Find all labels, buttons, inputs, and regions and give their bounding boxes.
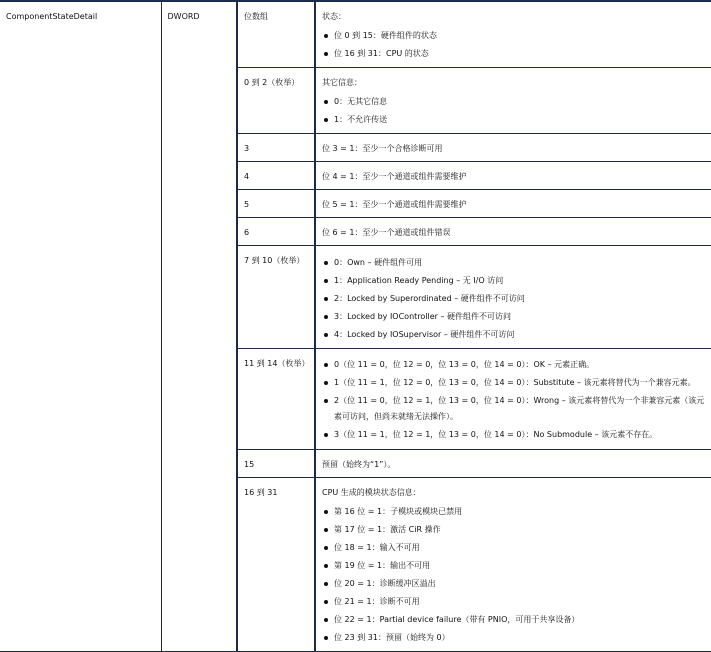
list-item bbox=[322, 45, 705, 63]
bits-label: 4 bbox=[244, 172, 250, 181]
bits-cell bbox=[237, 478, 315, 652]
bullet-icon bbox=[324, 600, 328, 604]
bits-label: 7 到 10（枚举） bbox=[244, 256, 305, 265]
data-type: DWORD bbox=[167, 12, 200, 21]
list-item bbox=[322, 521, 705, 539]
list-item bbox=[322, 326, 705, 344]
bullet-icon bbox=[324, 261, 328, 265]
list-item bbox=[322, 111, 705, 129]
bits-cell bbox=[237, 190, 315, 218]
list-item-text: 1（位 11 = 1，位 12 = 0，位 13 = 0，位 14 = 0）：Substitute – 该元素将替代为一个兼容元素。 bbox=[334, 378, 696, 387]
bits-cell bbox=[237, 1, 315, 68]
list-item bbox=[322, 27, 705, 45]
description-cell bbox=[315, 1, 711, 68]
description-text: 状态： bbox=[322, 12, 346, 21]
list-item bbox=[322, 575, 705, 593]
list-item-text: 3：Locked by IOController – 硬件组件不可访问 bbox=[334, 312, 512, 321]
list-item-text: 位 20 = 1：诊断缓冲区溢出 bbox=[334, 579, 436, 588]
list-item-text: 1：Application Ready Pending – 无 I/O 访问 bbox=[334, 276, 504, 285]
bits-label: 3 bbox=[244, 144, 250, 153]
description-cell bbox=[315, 134, 711, 162]
list-item-text: 2（位 11 = 0，位 12 = 1，位 13 = 0，位 14 = 0）：Wrong – 该元素将替代为一个非兼容元素（该元素可访问，但尚未就绪无法操作）。 bbox=[334, 396, 705, 421]
list-item bbox=[322, 427, 705, 443]
list-item-text: 位 21 = 1：诊断不可用 bbox=[334, 597, 420, 606]
list-item-text: 1：不允许传送 bbox=[334, 115, 388, 124]
bits-cell bbox=[237, 450, 315, 478]
list-item-text: 第 16 位 = 1：子模块或模块已禁用 bbox=[334, 507, 463, 516]
list-item bbox=[322, 272, 705, 290]
data-type-cell bbox=[161, 1, 237, 652]
list-item-text: 0：无其它信息 bbox=[334, 97, 388, 106]
bullet-icon bbox=[324, 297, 328, 301]
bullet-icon bbox=[324, 618, 328, 622]
list-item bbox=[322, 557, 705, 575]
bullet-icon bbox=[324, 381, 328, 385]
table-row bbox=[0, 1, 711, 68]
bits-label: 位数组 bbox=[244, 12, 268, 21]
list-item bbox=[322, 393, 705, 425]
bullet-icon bbox=[324, 100, 328, 104]
list-item-text: 0：Own – 硬件组件可用 bbox=[334, 258, 423, 267]
list-item-text: 第 17 位 = 1：激活 CiR 操作 bbox=[334, 525, 441, 534]
bits-label: 5 bbox=[244, 200, 250, 209]
bits-cell bbox=[237, 349, 315, 450]
bits-cell bbox=[237, 218, 315, 246]
list-item bbox=[322, 593, 705, 611]
description-text: 预留（始终为“1”）。 bbox=[322, 460, 396, 469]
list-item bbox=[322, 93, 705, 111]
bullet-icon bbox=[324, 52, 328, 56]
bits-label: 0 到 2（枚举） bbox=[244, 78, 300, 87]
bullet-icon bbox=[324, 399, 328, 403]
list-item-text: 2：Locked by Superordinated – 硬件组件不可访问 bbox=[334, 294, 525, 303]
description-cell bbox=[315, 68, 711, 134]
bullet-list bbox=[322, 93, 705, 129]
bullet-icon bbox=[324, 546, 328, 550]
list-item bbox=[322, 254, 705, 272]
description-cell bbox=[315, 450, 711, 478]
list-item bbox=[322, 629, 705, 647]
list-item-text: 位 0 到 15：硬件组件的状态 bbox=[334, 31, 437, 40]
description-cell bbox=[315, 190, 711, 218]
table-body bbox=[0, 1, 711, 652]
list-item-text: 位 22 = 1：Partial device failure（带有 PNIO，可用于共享设备） bbox=[334, 615, 580, 624]
bullet-list bbox=[322, 27, 705, 63]
bullet-icon bbox=[324, 363, 328, 367]
list-item bbox=[322, 308, 705, 326]
bullet-list bbox=[322, 503, 705, 647]
list-item-text: 位 18 = 1：输入不可用 bbox=[334, 543, 420, 552]
bits-cell bbox=[237, 162, 315, 190]
bullet-icon bbox=[324, 528, 328, 532]
list-item bbox=[322, 290, 705, 308]
bits-label: 11 到 14（枚举） bbox=[244, 359, 310, 368]
description-text: 位 6 = 1：至少一个通道或组件错误 bbox=[322, 228, 451, 237]
bullet-icon bbox=[324, 510, 328, 514]
bits-cell bbox=[237, 246, 315, 349]
bullet-icon bbox=[324, 636, 328, 640]
list-item-text: 位 16 到 31：CPU 的状态 bbox=[334, 49, 429, 58]
list-item-text: 3（位 11 = 1，位 12 = 1，位 13 = 0，位 14 = 0）：No Submodule – 该元素不存在。 bbox=[334, 430, 658, 439]
list-item-text: 0（位 11 = 0，位 12 = 0，位 13 = 0，位 14 = 0）：OK – 元素正确。 bbox=[334, 360, 595, 369]
bullet-icon bbox=[324, 333, 328, 337]
bits-label: 6 bbox=[244, 228, 250, 237]
bullet-icon bbox=[324, 315, 328, 319]
bullet-list bbox=[322, 254, 705, 344]
list-item bbox=[322, 357, 705, 373]
list-item bbox=[322, 539, 705, 557]
bullet-icon bbox=[324, 34, 328, 38]
parameter-name-cell bbox=[0, 1, 161, 652]
bits-cell bbox=[237, 134, 315, 162]
description-cell bbox=[315, 478, 711, 652]
list-item-text: 位 23 到 31：预留（始终为 0） bbox=[334, 633, 450, 642]
bits-cell bbox=[237, 68, 315, 134]
bits-label: 15 bbox=[244, 460, 255, 469]
description-text: 位 4 = 1：至少一个通道或组件需要维护 bbox=[322, 172, 467, 181]
description-text: 位 5 = 1：至少一个通道或组件需要维护 bbox=[322, 200, 467, 209]
bullet-icon bbox=[324, 118, 328, 122]
list-item-text: 4：Locked by IOSupervisor – 硬件组件不可访问 bbox=[334, 330, 515, 339]
description-text: 其它信息： bbox=[322, 78, 362, 87]
list-item bbox=[322, 503, 705, 521]
description-cell bbox=[315, 218, 711, 246]
bits-label: 16 到 31 bbox=[244, 488, 278, 497]
description-text: CPU 生成的模块状态信息： bbox=[322, 488, 421, 497]
list-item bbox=[322, 611, 705, 629]
parameter-name: ComponentStateDetail bbox=[6, 12, 98, 21]
description-text: 位 3 = 1：至少一个合格诊断可用 bbox=[322, 144, 443, 153]
bullet-list bbox=[322, 357, 705, 443]
description-cell bbox=[315, 349, 711, 450]
bullet-icon bbox=[324, 279, 328, 283]
bullet-icon bbox=[324, 433, 328, 437]
list-item-text: 第 19 位 = 1：输出不可用 bbox=[334, 561, 431, 570]
bullet-icon bbox=[324, 582, 328, 586]
description-cell bbox=[315, 162, 711, 190]
description-cell bbox=[315, 246, 711, 349]
bullet-icon bbox=[324, 564, 328, 568]
list-item bbox=[322, 375, 705, 391]
